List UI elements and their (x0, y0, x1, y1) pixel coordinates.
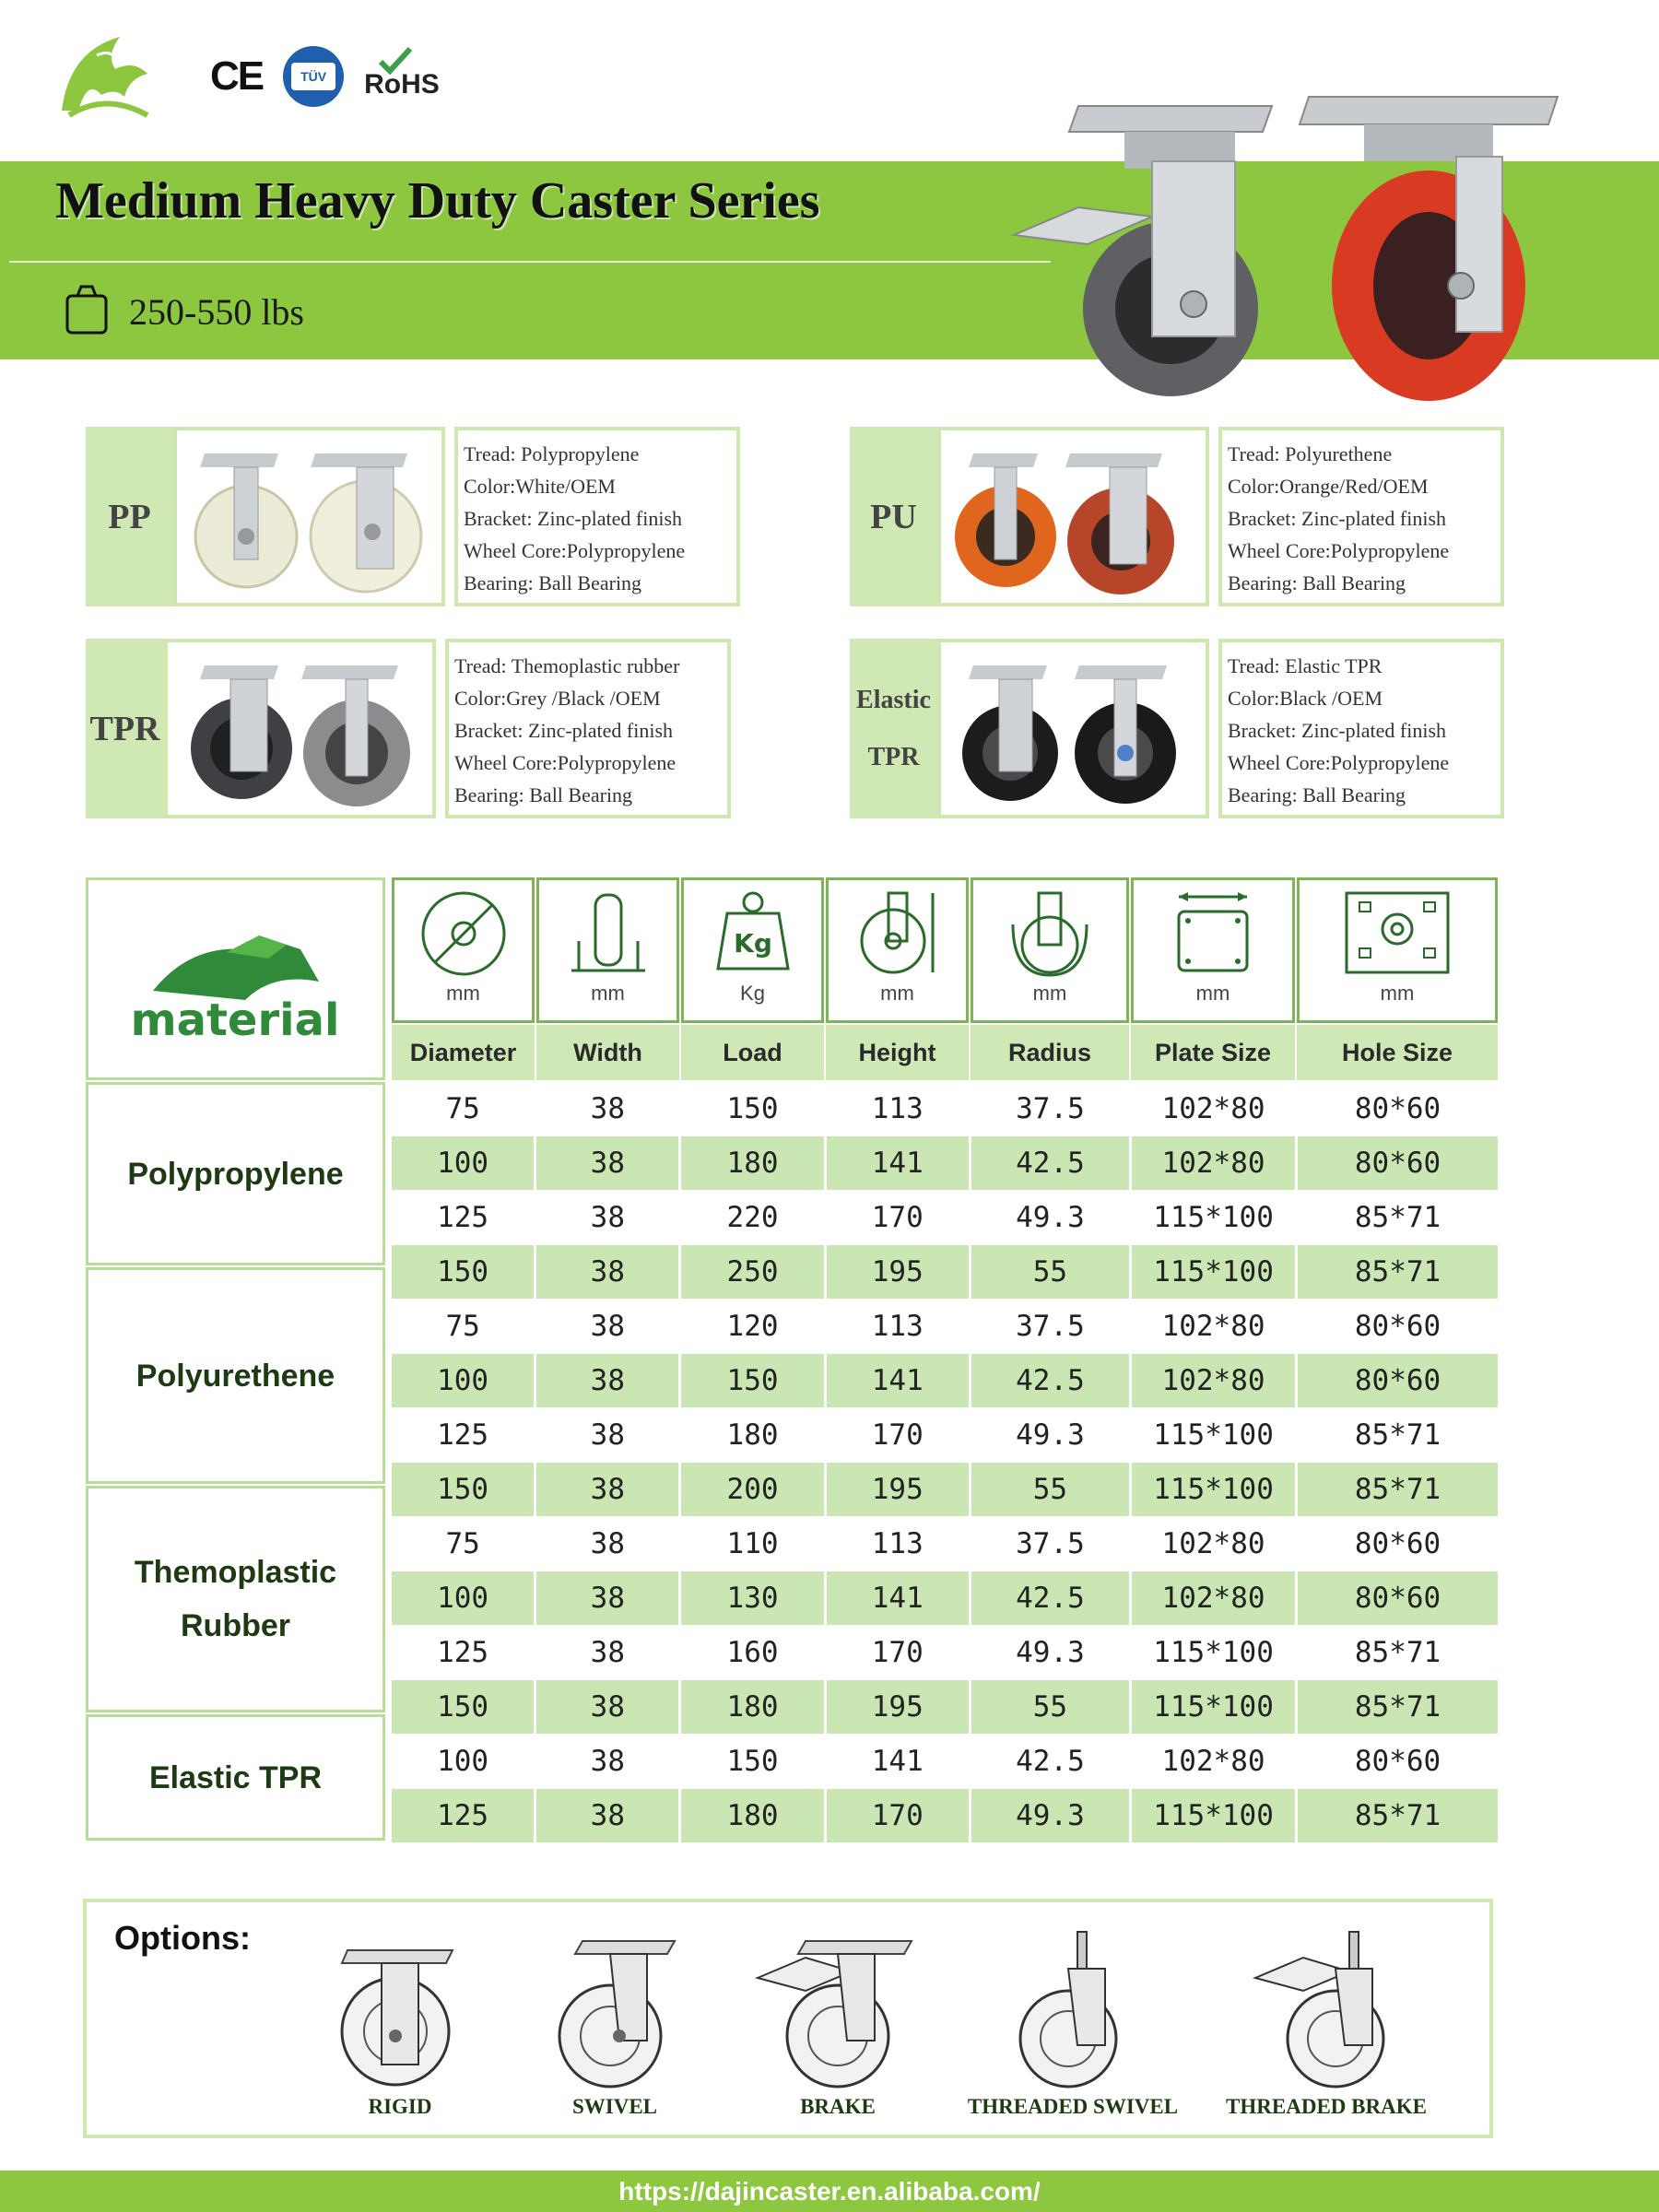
option-rigid (294, 1930, 506, 2128)
table-cell: 42.5 (971, 1136, 1129, 1190)
table-row (392, 1735, 1498, 1788)
table-cell: 115*100 (1132, 1463, 1295, 1516)
col-header-diameter: Diameter (392, 1025, 535, 1080)
table-cell: 75 (445, 1310, 480, 1343)
table-row (392, 1571, 1498, 1625)
material-header-cell (86, 877, 385, 1080)
options-panel (83, 1899, 1493, 2138)
table-cell: 195 (827, 1463, 969, 1516)
tuv-badge: TÜV (283, 46, 344, 107)
weight-bag-icon (65, 283, 109, 336)
spec-table (86, 877, 1500, 1841)
table-cell: 85*71 (1298, 1680, 1498, 1734)
table-cell: 125 (437, 1201, 489, 1234)
table-cell: 250 (681, 1245, 823, 1299)
table-cell: 115*100 (1153, 1636, 1274, 1669)
material-code: TPR (86, 639, 164, 818)
plate-size-icon (1162, 888, 1264, 980)
table-cell: 85*71 (1354, 1418, 1441, 1452)
table-cell: 150 (726, 1745, 779, 1778)
option-label: SWIVEL (571, 2095, 658, 2118)
brake-caster-icon (750, 1930, 925, 2091)
table-cell: 38 (536, 1789, 678, 1842)
swivel-caster-icon (546, 1930, 684, 2091)
table-cell: 38 (590, 1201, 625, 1234)
table-row (392, 1245, 1498, 1299)
height-icon-cell: mm (826, 877, 969, 1023)
table-cell: 141 (827, 1571, 969, 1625)
option-label: RIGID (368, 2095, 432, 2118)
table-row (392, 1626, 1498, 1679)
material-specs: Tread: Polyurethene Color:Orange/Red/OEM Bracket: Zinc-plated finish Wheel Core:Polypropylene Bearing: Ball Bearing (1218, 427, 1504, 606)
table-cell: 102*80 (1161, 1310, 1265, 1343)
options-title: Options: (114, 1919, 251, 1957)
table-cell: 125 (437, 1636, 489, 1669)
col-header-load: Load (681, 1025, 824, 1080)
table-cell: 195 (827, 1245, 969, 1299)
table-cell: 80*60 (1354, 1310, 1441, 1343)
group-label-elastic-tpr: Elastic TPR (86, 1714, 385, 1841)
option-label: BRAKE (800, 2095, 876, 2118)
material-card-pp (86, 427, 749, 606)
material-logo-icon (88, 880, 382, 1077)
table-cell: 150 (392, 1463, 534, 1516)
table-cell: 102*80 (1161, 1745, 1265, 1778)
table-cell: 113 (871, 1310, 924, 1343)
table-cell: 120 (726, 1310, 779, 1343)
table-cell: 85*71 (1354, 1636, 1441, 1669)
table-cell: 150 (392, 1245, 534, 1299)
table-cell: 49.3 (971, 1789, 1129, 1842)
table-cell: 38 (536, 1245, 678, 1299)
table-cell: 115*100 (1153, 1201, 1274, 1234)
radius-icon-cell: mm (971, 877, 1129, 1023)
table-cell: 38 (590, 1527, 625, 1560)
material-card-tpr (86, 639, 749, 818)
table-cell: 115*100 (1132, 1680, 1295, 1734)
table-cell: 85*71 (1298, 1789, 1498, 1842)
height-icon (852, 888, 944, 980)
material-specs: Tread: Elastic TPR Color:Black /OEM Bracket: Zinc-plated finish Wheel Core:Polypropylene Bearing: Ball Bearing (1218, 639, 1504, 818)
option-label: THREADED BRAKE (1226, 2095, 1427, 2118)
width-icon (562, 888, 654, 980)
group-label-thermoplastic-rubber: Themoplastic Rubber (86, 1486, 385, 1712)
col-header-width: Width (536, 1025, 679, 1080)
table-cell: 141 (827, 1136, 969, 1190)
table-cell: 180 (681, 1789, 823, 1842)
hole-size-icon-cell: mm (1297, 877, 1498, 1023)
weight-kg-icon (707, 888, 799, 980)
table-cell: 102*80 (1132, 1136, 1295, 1190)
table-cell: 38 (590, 1636, 625, 1669)
load-icon-cell: Kg Kg (681, 877, 824, 1023)
pu-caster-photo (937, 427, 1209, 606)
table-cell: 38 (536, 1136, 678, 1190)
table-cell: 85*71 (1298, 1245, 1498, 1299)
table-cell: 141 (827, 1354, 969, 1407)
svg-text:Kg: Kg (733, 928, 772, 959)
table-cell: 180 (681, 1680, 823, 1734)
material-code: PP (86, 427, 173, 606)
table-cell: 49.3 (1016, 1201, 1085, 1234)
col-header-plate-size: Plate Size (1131, 1025, 1295, 1080)
ce-mark: CE (210, 53, 264, 99)
material-specs: Tread: Themoplastic rubber Color:Grey /Black /OEM Bracket: Zinc-plated finish Wheel Core:Polypropylene Bearing: Ball Bearing (445, 639, 731, 818)
page-title: Medium Heavy Duty Caster Series (55, 172, 820, 229)
table-cell: 49.3 (1016, 1636, 1085, 1669)
material-code: Elastic TPR (850, 639, 937, 818)
plate-size-icon-cell: mm (1131, 877, 1295, 1023)
table-cell: 42.5 (971, 1571, 1129, 1625)
material-code: PU (850, 427, 937, 606)
table-cell: 55 (971, 1463, 1129, 1516)
table-cell: 38 (590, 1745, 625, 1778)
brand-logo (51, 23, 161, 124)
table-cell: 85*71 (1298, 1463, 1498, 1516)
table-cell: 150 (681, 1354, 823, 1407)
table-row (392, 1789, 1498, 1842)
table-cell: 38 (536, 1463, 678, 1516)
table-cell: 125 (437, 1418, 489, 1452)
material-card-elastic-tpr (850, 639, 1513, 818)
material-card-pu (850, 427, 1513, 606)
option-threaded-brake (1211, 1930, 1441, 2128)
hole-size-icon (1337, 888, 1457, 980)
table-cell: 100 (392, 1136, 534, 1190)
table-cell: 180 (681, 1136, 823, 1190)
table-cell: 150 (392, 1680, 534, 1734)
radius-icon (1004, 888, 1096, 980)
width-icon-cell: mm (536, 877, 679, 1023)
table-cell: 110 (726, 1527, 779, 1560)
rigid-caster-icon (331, 1930, 469, 2091)
table-cell: 55 (971, 1245, 1129, 1299)
col-header-hole-size: Hole Size (1297, 1025, 1498, 1080)
pp-caster-photo (173, 427, 445, 606)
table-cell: 75 (445, 1092, 480, 1125)
table-cell: 200 (681, 1463, 823, 1516)
table-cell: 180 (726, 1418, 779, 1452)
table-cell: 80*60 (1298, 1571, 1498, 1625)
table-cell: 100 (392, 1354, 534, 1407)
table-cell: 37.5 (1016, 1092, 1085, 1125)
option-threaded-swivel (958, 1930, 1188, 2128)
table-cell: 38 (590, 1310, 625, 1343)
elastic-tpr-caster-photo (937, 639, 1209, 818)
rohs-mark: RoHS (364, 53, 440, 100)
table-cell: 102*80 (1161, 1527, 1265, 1560)
option-brake (732, 1930, 944, 2128)
table-cell: 195 (827, 1680, 969, 1734)
banner-divider (9, 261, 1051, 263)
table-cell: 55 (971, 1680, 1129, 1734)
table-row (392, 1354, 1498, 1407)
table-cell: 80*60 (1298, 1136, 1498, 1190)
table-cell: 141 (871, 1745, 924, 1778)
option-label: THREADED SWIVEL (967, 2095, 1179, 2118)
table-cell: 80*60 (1354, 1527, 1441, 1560)
table-cell: 37.5 (1016, 1310, 1085, 1343)
table-cell: 38 (536, 1571, 678, 1625)
table-cell: 100 (437, 1745, 489, 1778)
table-row (392, 1408, 1498, 1462)
table-cell: 113 (871, 1092, 924, 1125)
table-cell: 42.5 (1016, 1745, 1085, 1778)
table-cell: 38 (590, 1418, 625, 1452)
table-cell: 38 (536, 1354, 678, 1407)
table-row (392, 1191, 1498, 1244)
table-cell: 102*80 (1161, 1092, 1265, 1125)
table-cell: 130 (681, 1571, 823, 1625)
hero-caster-photo (995, 88, 1594, 406)
table-cell: 220 (726, 1201, 779, 1234)
table-cell: 170 (827, 1789, 969, 1842)
table-row (392, 1517, 1498, 1571)
table-cell: 115*100 (1153, 1418, 1274, 1452)
table-cell: 80*60 (1354, 1745, 1441, 1778)
table-cell: 85*71 (1354, 1201, 1441, 1234)
footer-url[interactable]: https://dajincaster.en.alibaba.com/ (0, 2171, 1659, 2212)
table-cell: 160 (726, 1636, 779, 1669)
table-row (392, 1082, 1498, 1135)
load-range: 250-550 lbs (129, 291, 304, 333)
table-cell: 102*80 (1132, 1571, 1295, 1625)
diameter-icon (418, 888, 510, 980)
table-cell: 113 (871, 1527, 924, 1560)
certification-marks (210, 41, 440, 111)
table-cell: 170 (871, 1201, 924, 1234)
threaded-brake-caster-icon (1248, 1930, 1405, 2091)
table-row (392, 1680, 1498, 1734)
table-cell: 150 (726, 1092, 779, 1125)
table-cell: 115*100 (1132, 1245, 1295, 1299)
table-cell: 80*60 (1354, 1092, 1441, 1125)
table-cell: 42.5 (971, 1354, 1129, 1407)
table-row (392, 1463, 1498, 1516)
group-label-polyurethene: Polyurethene (86, 1267, 385, 1484)
group-label-polypropylene: Polypropylene (86, 1082, 385, 1265)
table-cell: 115*100 (1132, 1789, 1295, 1842)
option-swivel (509, 1930, 721, 2128)
table-cell: 125 (392, 1789, 534, 1842)
table-cell: 49.3 (1016, 1418, 1085, 1452)
table-cell: 102*80 (1132, 1354, 1295, 1407)
table-cell: 38 (590, 1092, 625, 1125)
table-row (392, 1300, 1498, 1353)
table-cell: 170 (871, 1636, 924, 1669)
col-header-height: Height (826, 1025, 969, 1080)
table-cell: 75 (445, 1527, 480, 1560)
threaded-swivel-caster-icon (1004, 1930, 1142, 2091)
tpr-caster-photo (164, 639, 436, 818)
diameter-icon-cell: mm (392, 877, 535, 1023)
table-cell: 80*60 (1298, 1354, 1498, 1407)
table-cell: 37.5 (1016, 1527, 1085, 1560)
material-specs: Tread: Polypropylene Color:White/OEM Bracket: Zinc-plated finish Wheel Core:Polypropylene Bearing: Ball Bearing (454, 427, 740, 606)
table-cell: 170 (871, 1418, 924, 1452)
table-cell: 38 (536, 1680, 678, 1734)
col-header-radius: Radius (971, 1025, 1129, 1080)
table-cell: 100 (392, 1571, 534, 1625)
table-row (392, 1136, 1498, 1190)
svg-text:material: material (130, 994, 340, 1046)
